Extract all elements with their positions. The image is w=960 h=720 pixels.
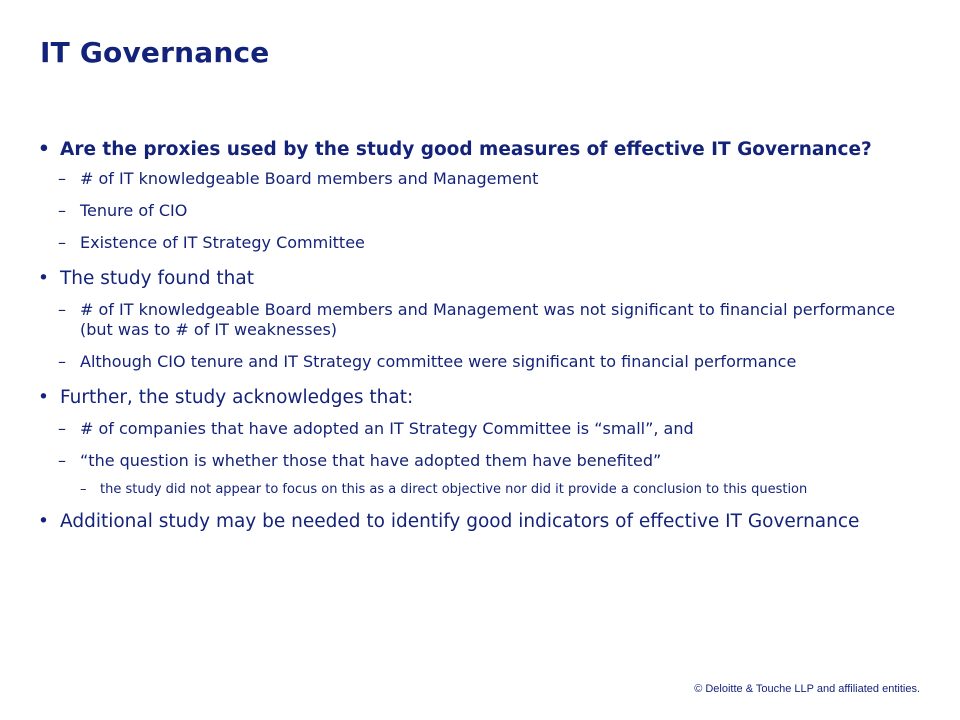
sub-item (38, 201, 918, 221)
bullet-study-found (38, 267, 918, 290)
sub-item (38, 352, 918, 372)
bullet-icon: • (38, 268, 49, 289)
dash-icon: – (58, 169, 66, 188)
sub-item-text: Tenure of CIO (80, 201, 188, 220)
dash-icon: – (58, 300, 66, 319)
sub-item (38, 300, 918, 340)
sub-sub-item (38, 481, 918, 498)
dash-icon: – (80, 482, 87, 497)
sub-item (38, 169, 918, 189)
slide-title: IT Governance (40, 36, 270, 69)
bullet-icon: • (38, 511, 49, 532)
sub-item (38, 451, 918, 471)
sub-item-text: Although CIO tenure and IT Strategy committee were significant to financial performance (80, 352, 797, 371)
bullet-text: Further, the study acknowledges that: (60, 387, 414, 408)
sub-item-text: Existence of IT Strategy Committee (80, 233, 365, 252)
bullet-text: Additional study may be needed to identify good indicators of effective IT Governance (60, 511, 860, 532)
bullet-icon: • (38, 139, 50, 160)
bullet-proxies-question (38, 138, 918, 161)
sub-item (38, 233, 918, 253)
copyright-footer: © Deloitte & Touche LLP and affiliated entities. (694, 683, 920, 695)
sub-item-text: # of companies that have adopted an IT Strategy Committee is “small”, and (80, 419, 694, 438)
sub-sub-item-text: the study did not appear to focus on this as a direct objective nor did it provide a conclusion to this question (100, 482, 808, 497)
bullet-icon: • (38, 387, 49, 408)
sub-item-text: # of IT knowledgeable Board members and Management was not significant to financial performance (but was to # of IT weaknesses) (80, 300, 896, 339)
sub-item (38, 419, 918, 439)
bullet-text: Are the proxies used by the study good measures of effective IT Governance? (60, 139, 872, 160)
sub-item-text: # of IT knowledgeable Board members and Management (80, 169, 539, 188)
dash-icon: – (58, 352, 66, 371)
dash-icon: – (58, 233, 66, 252)
bullet-text: The study found that (60, 268, 254, 289)
dash-icon: – (58, 201, 66, 220)
bullet-additional-study (38, 510, 918, 533)
bullet-acknowledges (38, 386, 918, 409)
slide-content (38, 138, 918, 541)
sub-item-text: “the question is whether those that have adopted them have benefited” (80, 451, 662, 470)
dash-icon: – (58, 419, 66, 438)
dash-icon: – (58, 451, 66, 470)
